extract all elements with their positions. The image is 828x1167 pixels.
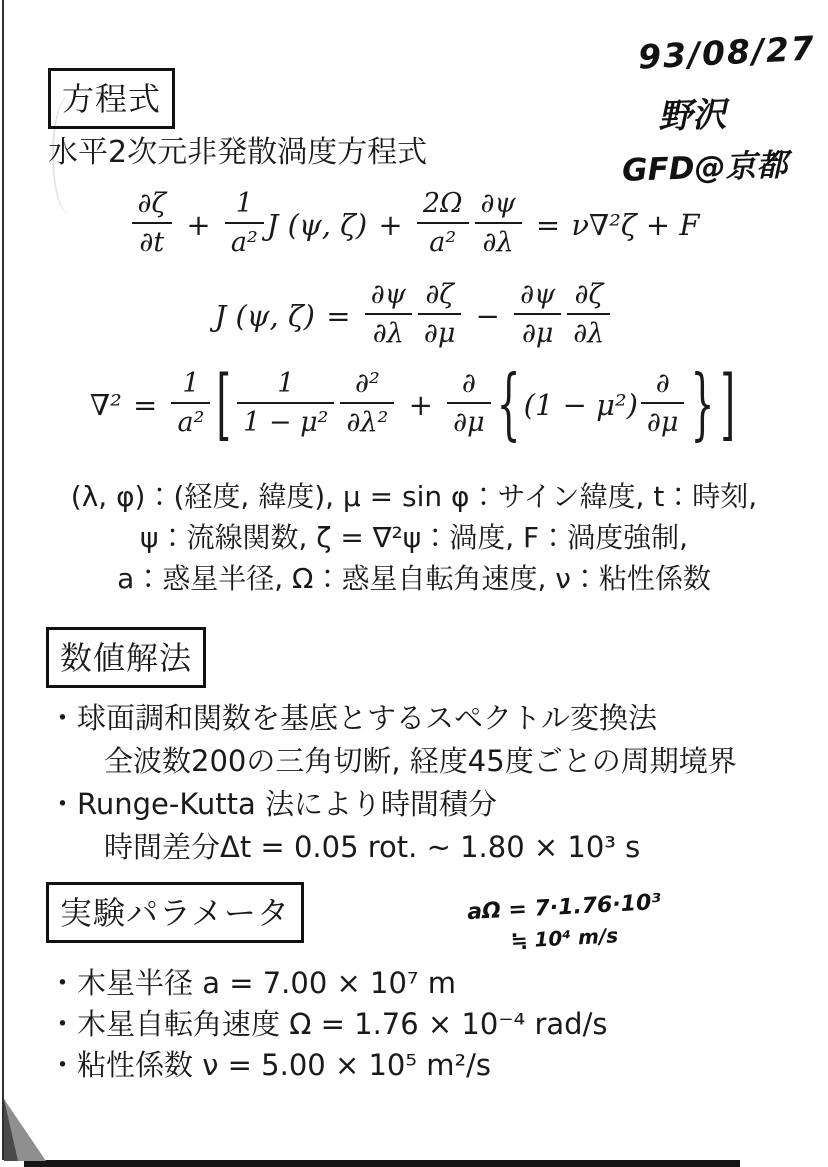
fraction: $\frac{2\Omega}{\text{a²}}$ [417, 188, 469, 258]
fraction: $\frac{\partial}{\partial\mu}$ [641, 368, 685, 438]
big-delimiter: [ [216, 358, 232, 450]
fraction: $\frac{\partial}{\partial\mu}$ [447, 368, 491, 438]
math-text: ν∇²ζ + F [571, 208, 700, 243]
math-text: J (ψ, ζ) [266, 208, 368, 243]
list-item: ・Runge-Kutta 法により時間積分 [48, 787, 498, 821]
fraction: $\frac{\partial\zeta}{\partial t}$ [132, 188, 173, 258]
fraction: $\frac{1}{\text{1 − μ²}}$ [237, 368, 334, 438]
section-title-box-equations: 方程式 [48, 68, 175, 129]
fraction: $\frac{\partial\zeta}{\partial\lambda}$ [567, 279, 610, 349]
math-text: + [369, 208, 412, 243]
list-item: ・粘性係数 ν = 5.00 × 10⁵ m²/s [48, 1048, 491, 1082]
math-text: = [317, 299, 360, 334]
parameters-list [48, 963, 607, 1086]
equation-subtitle: 水平2次元非発散渦度方程式 [48, 135, 428, 170]
math-text: (1 − μ²) [523, 388, 638, 423]
handwritten-name: 野沢 [657, 94, 727, 138]
definition-line: a：惑星半径, Ω：惑星自転角速度, ν：粘性係数 [117, 562, 711, 595]
big-delimiter: ] [720, 358, 736, 450]
vorticity-equation [0, 188, 828, 262]
fraction: $\frac{\partial\psi}{\partial\lambda}$ [365, 279, 412, 349]
numerics-list [48, 697, 737, 869]
handwritten-date: 93/08/27 [637, 28, 817, 77]
list-item: ・球面調和関数を基底とするスペクトル変換法 [48, 701, 658, 735]
fraction: $\frac{1}{\text{a²}}$ [171, 368, 210, 438]
margin-note-line: aΩ = 7·1.76·10³ [466, 889, 662, 926]
section-title-box-numerics: 数値解法 [46, 627, 206, 688]
math-text: + [177, 208, 220, 243]
list-item: ・木星自転角速度 Ω = 1.76 × 10⁻⁴ rad/s [48, 1007, 608, 1041]
math-text: = [123, 388, 167, 423]
math-text: ∇² [89, 388, 122, 423]
artifact-bottom-bar [24, 1160, 740, 1167]
section-title-box-parameters: 実験パラメータ [46, 882, 304, 943]
fraction: $\frac{1}{\text{a²}}$ [225, 188, 264, 258]
math-text: − [466, 299, 510, 334]
definition-line: (λ, φ)：(経度, 緯度), μ = sin φ：サイン緯度, t：時刻, [70, 480, 758, 513]
margin-note-line: ≒ 10⁴ m/s [510, 923, 619, 953]
list-subitem: 全波数200の三角切断, 経度45度ごとの周期境界 [104, 744, 737, 778]
definition-line: ψ：流線関数, ζ = ∇²ψ：渦度, F：渦度強制, [140, 521, 688, 554]
jacobian-equation [0, 279, 828, 353]
fraction: $\frac{\partial\psi}{\partial\mu}$ [514, 279, 561, 349]
big-delimiter: { [496, 358, 521, 450]
math-text: J (ψ, ζ) [214, 299, 315, 334]
handwritten-affiliation: GFD@京都 [621, 147, 789, 189]
big-delimiter: } [690, 358, 715, 450]
fraction: $\frac{\partial\zeta}{\partial\mu}$ [418, 279, 462, 349]
list-subitem: 時間差分Δt = 0.05 rot. ∼ 1.80 × 10³ s [104, 830, 641, 864]
handwritten-margin-note [467, 888, 664, 958]
fraction: $\frac{\partial\psi}{\partial\lambda}$ [475, 188, 522, 258]
fraction: $\frac{\text{∂²}}{\text{∂λ²}}$ [340, 368, 394, 438]
list-item: ・木星半径 a = 7.00 × 10⁷ m [48, 966, 457, 1000]
variable-definitions [0, 476, 828, 599]
math-text: + [399, 388, 443, 423]
math-text: = [526, 208, 570, 243]
laplacian-equation [0, 358, 828, 450]
artifact-corner-fold-shadow [4, 1099, 18, 1161]
